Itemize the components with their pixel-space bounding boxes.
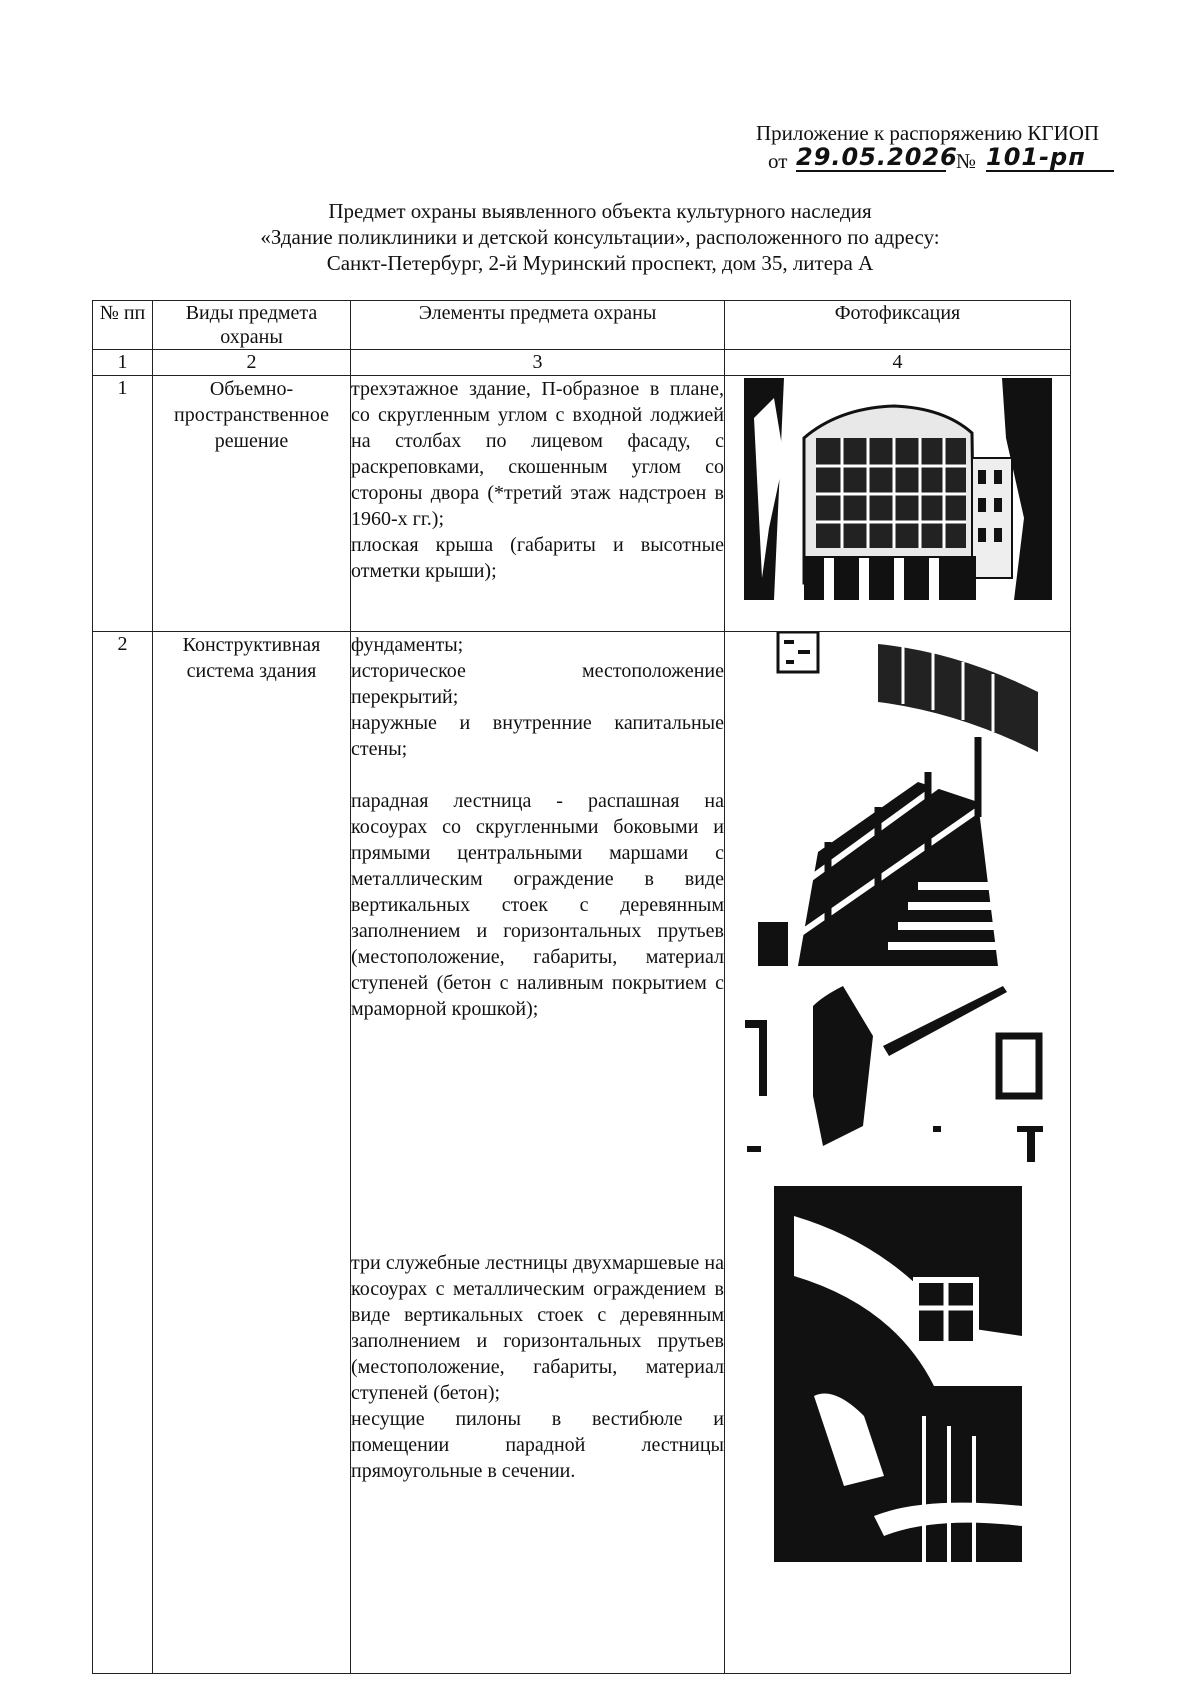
order-date: 29.05.2026 [796, 143, 958, 171]
col-number-3: 3 [351, 350, 725, 376]
col-header-elements: Элементы предмета охраны [351, 301, 725, 350]
table-row [93, 376, 1071, 632]
element-text: историческое местоположение перекрытий; [351, 660, 724, 708]
appendix-label: Приложение к распоряжению КГИОП [756, 121, 1100, 145]
photo-building-facade [744, 378, 1052, 600]
protection-kind: Объемно-пространственное решение [153, 376, 351, 632]
row-number: 2 [93, 632, 153, 1674]
title-line-2: «Здание поликлиники и детской консультации», расположенного по адресу: [260, 225, 940, 249]
protection-elements [351, 632, 725, 1674]
protection-table [92, 300, 1071, 1674]
element-text: трехэтажное здание, П-образное в плане, со скругленным углом с входной лоджией на столбах по лицевом фасаду, с раскреповками, скошенным углом со стороны двора (*третий этаж надстроен в 1960-х гг.); [351, 378, 724, 530]
col-number-2: 2 [153, 350, 351, 376]
protection-elements [351, 376, 725, 632]
col-header-photo: Фотофиксация [725, 301, 1071, 350]
date-prefix: от [768, 149, 788, 173]
appendix-date-line [756, 143, 1136, 176]
number-sign: № [956, 149, 977, 173]
element-text: несущие пилоны в вестибюле и помещении парадной лестницы прямоугольные в сечении. [351, 1408, 724, 1482]
col-header-num: № пп [93, 301, 153, 350]
photo-main-staircase [758, 632, 1038, 966]
element-text: парадная лестница - распашная на косоурах со скругленными боковыми и прямыми центральными маршами с металлическим ограждение в виде вертикальных стоек с деревянным заполнением и горизонтальных прутьев (местоположение, габариты, материал ступеней (бетон с наливным покрытием с мраморной крошкой); [351, 790, 724, 1020]
element-text: три служебные лестницы двухмаршевые на косоурах с металлическим ограждением в виде вертикальных стоек с деревянным заполнением и горизонтальных прутьев (местоположение, габариты, материал ступеней (бетон); [351, 1252, 724, 1404]
photo-cell [725, 632, 1071, 1674]
row-number: 1 [93, 376, 153, 632]
col-number-4: 4 [725, 350, 1071, 376]
photo-stair-railing [743, 976, 1053, 1172]
photo-cell [725, 376, 1071, 632]
order-number: 101-рп [986, 144, 1114, 172]
table-row [93, 632, 1071, 1674]
column-number-row [93, 350, 1071, 376]
photo-service-staircase [774, 1186, 1022, 1562]
appendix-header [756, 120, 1136, 176]
protection-kind: Конструктивная система здания [153, 632, 351, 1674]
col-header-kind: Виды предмета охраны [153, 301, 351, 350]
element-text: наружные и внутренние капитальные стены; [351, 712, 724, 760]
title-line-3: Санкт-Петербург, 2-й Муринский проспект, дом 35, литера А [326, 251, 874, 275]
table-header-row [93, 301, 1071, 350]
element-text: фундаменты; [351, 634, 464, 656]
title-line-1: Предмет охраны выявленного объекта культурного наследия [328, 199, 872, 223]
element-text: плоская крыша (габариты и высотные отметки крыши); [351, 534, 724, 582]
col-number-1: 1 [93, 350, 153, 376]
document-title [150, 198, 1050, 276]
